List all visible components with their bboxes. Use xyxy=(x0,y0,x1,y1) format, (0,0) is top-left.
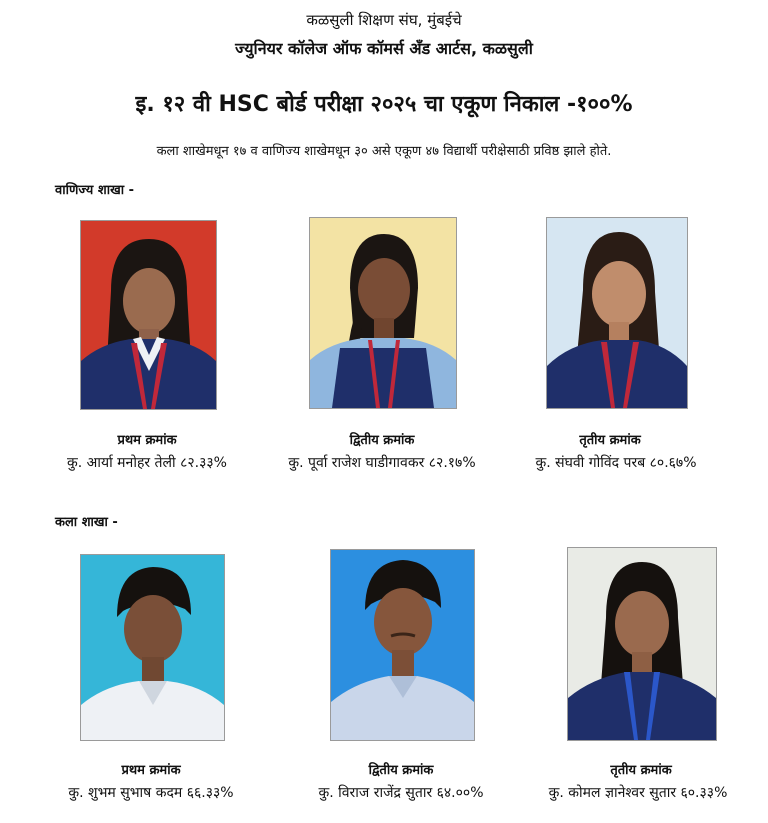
student-photo-arts-3 xyxy=(567,547,717,741)
student-photo-commerce-3 xyxy=(546,217,688,409)
student-photo-commerce-1 xyxy=(80,220,217,410)
rank-label-commerce-2: द्वितीय क्रमांक xyxy=(349,433,415,448)
student-photo-arts-1 xyxy=(80,554,225,741)
rank-label-commerce-1: प्रथम क्रमांक xyxy=(117,433,177,448)
organization-name: कळसुली शिक्षण संघ, मुंबईचे xyxy=(306,11,462,29)
college-name: ज्युनियर कॉलेज ऑफ कॉमर्स अँड आर्टस, कळसुली xyxy=(235,39,533,58)
student-name-arts-1: कु. शुभम सुभाष कदम ६६.३३% xyxy=(68,785,234,801)
student-photo-arts-2 xyxy=(330,549,475,741)
student-photo-commerce-2 xyxy=(309,217,457,409)
rank-label-arts-1: प्रथम क्रमांक xyxy=(121,763,181,778)
student-name-commerce-1: कु. आर्या मनोहर तेली ८२.३३% xyxy=(67,455,227,471)
student-name-commerce-2: कु. पूर्वा राजेश घाडीगावकर ८२.१७% xyxy=(288,455,476,471)
student-name-commerce-3: कु. संघवी गोविंद परब ८०.६७% xyxy=(535,455,697,471)
result-headline: इ. १२ वी HSC बोर्ड परीक्षा २०२५ चा एकूण निकाल -१००% xyxy=(135,92,633,117)
rank-label-arts-2: द्वितीय क्रमांक xyxy=(368,763,434,778)
arts-section-title: कला शाखा - xyxy=(55,515,118,530)
rank-label-arts-3: तृतीय क्रमांक xyxy=(610,763,672,778)
commerce-section-title: वाणिज्य शाखा - xyxy=(55,183,134,198)
rank-label-commerce-3: तृतीय क्रमांक xyxy=(579,433,641,448)
result-summary: कला शाखेमधून १७ व वाणिज्य शाखेमधून ३० असे एकूण ४७ विद्यार्थी परीक्षेसाठी प्रविष्ठ झाले होते. xyxy=(156,144,612,159)
student-name-arts-2: कु. विराज राजेंद्र सुतार ६४.००% xyxy=(318,785,484,801)
student-name-arts-3: कु. कोमल ज्ञानेश्वर सुतार ६०.३३% xyxy=(548,785,728,801)
